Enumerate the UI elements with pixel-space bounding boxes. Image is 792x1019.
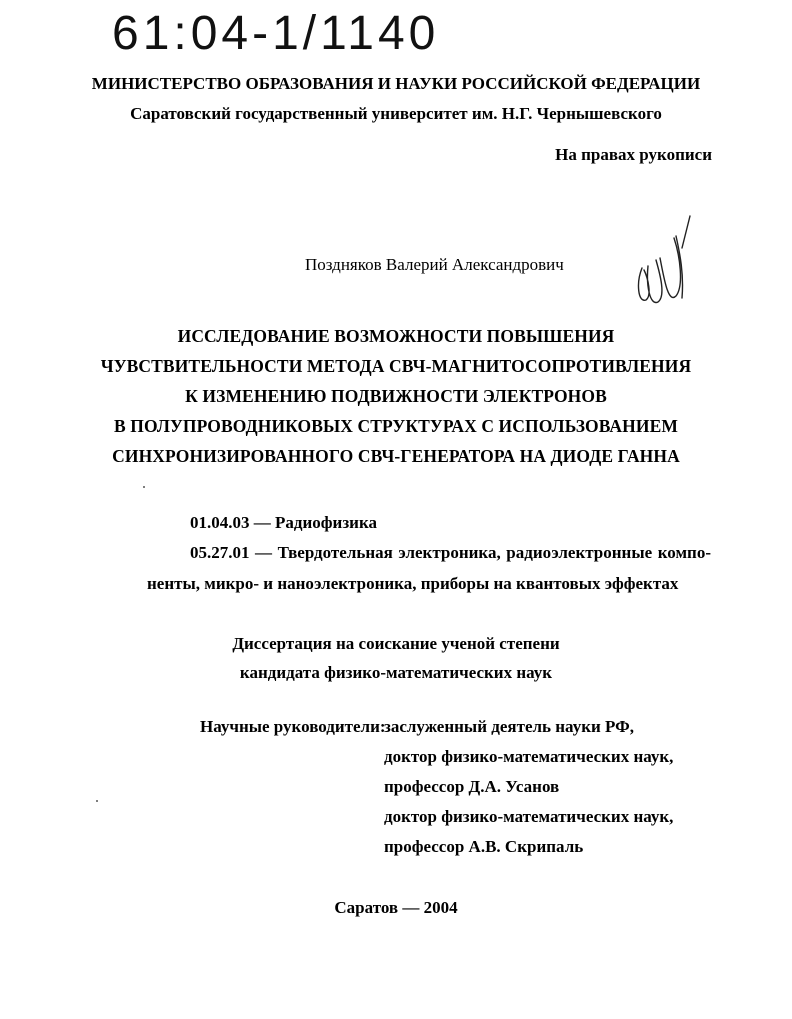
advisor-line-2: доктор физико-математических наук, [384,747,674,766]
title-line-4: В ПОЛУПРОВОДНИКОВЫХ СТРУКТУРАХ С ИСПОЛЬЗОВАНИЕМ [114,416,678,436]
title-line-1: ИССЛЕДОВАНИЕ ВОЗМОЖНОСТИ ПОВЫШЕНИЯ [177,326,615,346]
title-line-3: К ИЗМЕНЕНИЮ ПОДВИЖНОСТИ ЭЛЕКТРОНОВ [185,386,607,406]
signature-icon [630,208,700,318]
university-name: Саратовский государственный университет им. Н.Г. Чернышевского [130,104,662,123]
rights-note: На правах рукописи [555,145,712,164]
advisors-label: Научные руководители: [200,717,386,736]
specialty-line-2: 05.27.01 — Твердотельная электроника, радиоэлектронные компо- [190,543,711,562]
inventory-number: 61:04-1/1140 [112,7,440,60]
scan-speck [96,800,98,802]
author-name: Поздняков Валерий Александрович [305,255,564,274]
advisor-line-1: заслуженный деятель науки РФ, [384,717,634,736]
title-line-2: ЧУВСТВИТЕЛЬНОСТИ МЕТОДА СВЧ-МАГНИТОСОПРОТИВЛЕНИЯ [100,356,692,376]
degree-line-1: Диссертация на соискание ученой степени [232,634,560,653]
advisor-line-4: доктор физико-математических наук, [384,807,674,826]
advisor-line-3: профессор Д.А. Усанов [384,777,560,796]
title-line-5: СИНХРОНИЗИРОВАННОГО СВЧ-ГЕНЕРАТОРА НА ДИОДЕ ГАННА [112,446,680,466]
specialty-line-3: ненты, микро- и наноэлектроника, приборы на квантовых эффектах [147,574,679,593]
specialty-line-1: 01.04.03 — Радиофизика [190,513,377,532]
advisor-line-5: профессор А.В. Скрипаль [384,837,584,856]
footer-city-year: Саратов — 2004 [334,898,458,917]
ministry-heading: МИНИСТЕРСТВО ОБРАЗОВАНИЯ И НАУКИ РОССИЙСКОЙ ФЕДЕРАЦИИ [91,74,701,93]
scan-speck [143,486,145,488]
degree-line-2: кандидата физико-математических наук [239,663,553,682]
